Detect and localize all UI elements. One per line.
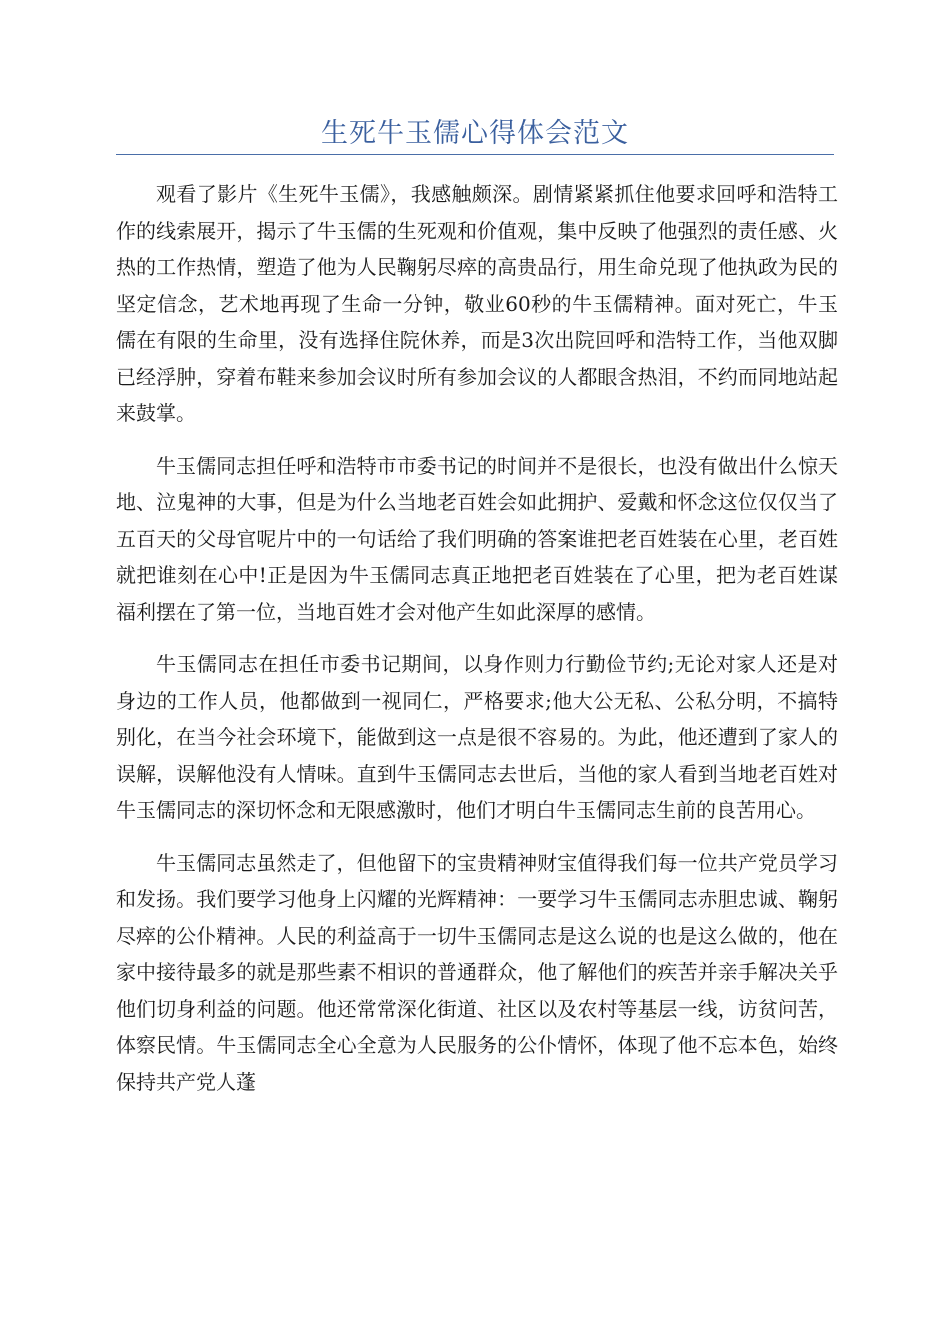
paragraph-3: 牛玉儒同志在担任市委书记期间，以身作则力行勤俭节约;无论对家人还是对身边的工作人员，他都做到一视同仁，严格要求;他大公无私、公私分明，不搞特别化，在当今社会环境下，能做到这一点是很不容易的。为此，他还遭到了家人的误解，误解他没有人情味。直到牛玉儒同志去世后，当他的家人看到当地老百姓对牛玉儒同志的深切怀念和无限感激时，他们才明白牛玉儒同志生前的良苦用心。 xyxy=(116,652,838,822)
paragraph-1: 观看了影片《生死牛玉儒》，我感触颇深。剧情紧紧抓住他要求回呼和浩特工作的线索展开，揭示了牛玉儒的生死观和价值观，集中反映了他强烈的责任感、火热的工作热情，塑造了他为人民鞠躬尽瘁的高贵品行，用生命兑现了他执政为民的坚定信念，艺术地再现了生命一分钟，敬业60秒的牛玉儒精神。面对死亡，牛玉儒在有限的生命里，没有选择住院休养，而是3次出院回呼和浩特工作，当他双脚已经浮肿，穿着布鞋来参加会议时所有参加会议的人都眼含热泪，不约而同地站起来鼓掌。 xyxy=(116,182,838,425)
title-underline xyxy=(116,154,834,155)
document-title: 生死牛玉儒心得体会范文 xyxy=(321,118,629,149)
paragraph-2: 牛玉儒同志担任呼和浩特市市委书记的时间并不是很长，也没有做出什么惊天地、泣鬼神的大事，但是为什么当地老百姓会如此拥护、爱戴和怀念这位仅仅当了五百天的父母官呢片中的一句话给了我们明确的答案谁把老百姓装在心里，老百姓就把谁刻在心中!正是因为牛玉儒同志真正地把老百姓装在了心里，把为老百姓谋福利摆在了第一位，当地百姓才会对他产生如此深厚的感情。 xyxy=(116,453,838,624)
paragraph-4: 牛玉儒同志虽然走了，但他留下的宝贵精神财宝值得我们每一位共产党员学习和发扬。我们要学习他身上闪耀的光辉精神：一要学习牛玉儒同志赤胆忠诚、鞠躬尽瘁的公仆精神。人民的利益高于一切牛玉儒同志是这么说的也是这么做的，他在家中接待最多的就是那些素不相识的普通群众，他了解他们的疾苦并亲手解决关乎他们切身利益的问题。他还常常深化街道、社区以及农村等基层一线，访贫问苦，体察民情。牛玉儒同志全心全意为人民服务的公仆情怀，体现了他不忘本色，始终保持共产党人蓬 xyxy=(116,850,838,1094)
document-body xyxy=(116,176,838,1116)
